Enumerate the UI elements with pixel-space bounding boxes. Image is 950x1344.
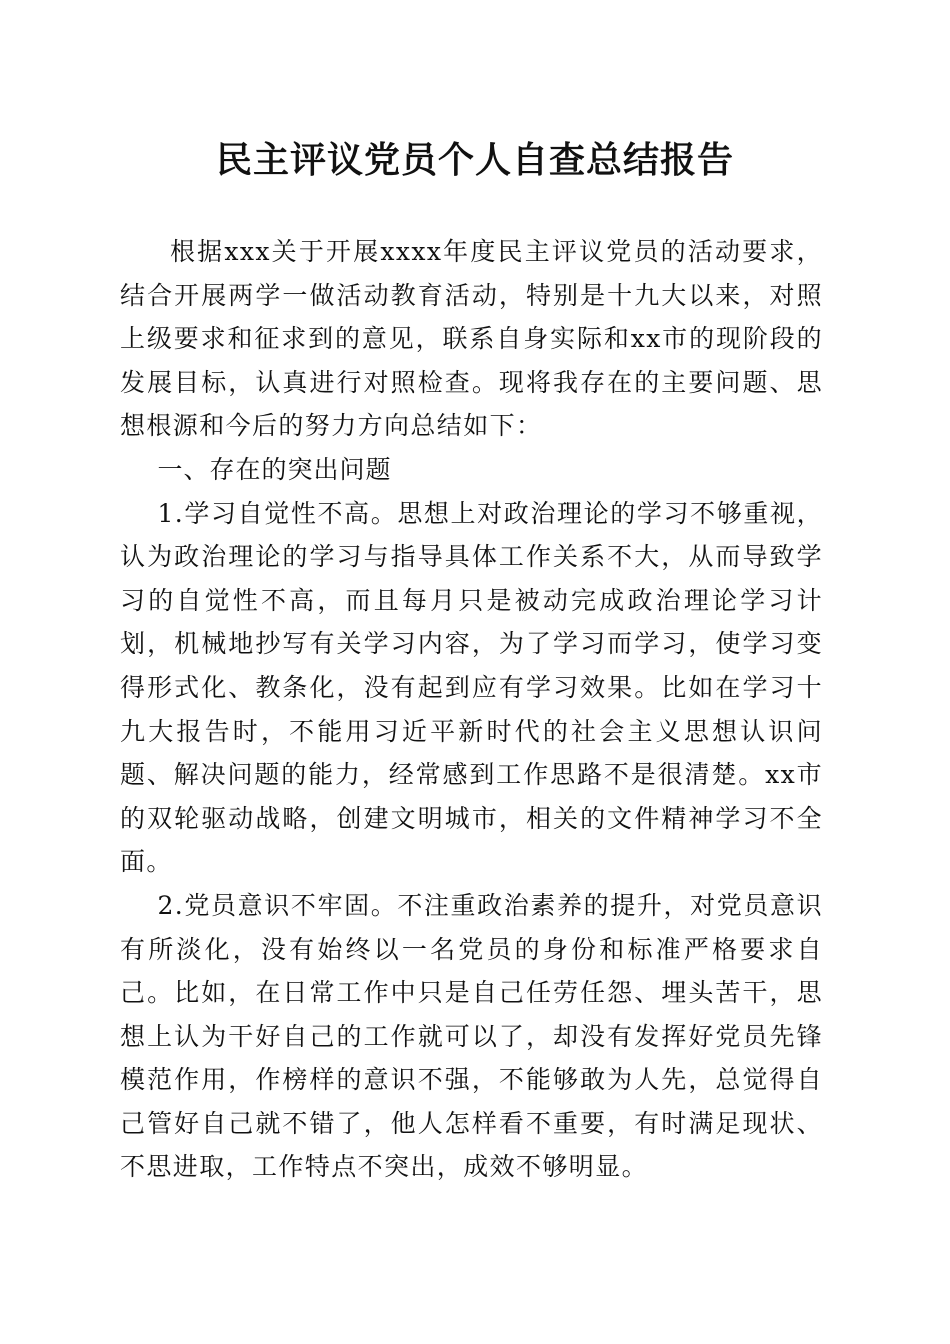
document-title: 民主评议党员个人自查总结报告: [215, 139, 734, 181]
intro-paragraph: 根据xxx关于开展xxxx年度民主评议党员的活动要求，结合开展两学一做活动教育活动，特别是十九大以来，对照上级要求和征求到的意见，联系自身实际和xx市的现阶段的发展目标，认真进行对照检查。现将我存在的主要问题、思想根源和今后的努力方向总结如下：: [120, 237, 823, 441]
problem-item-2: 2.党员意识不牢固。不注重政治素养的提升，对党员意识有所淡化，没有始终以一名党员的身份和标准严格要求自己。比如，在日常工作中只是自己任劳任怨、埋头苦干，思想上认为干好自己的工作就可以了，却没有发挥好党员先锋模范作用，作榜样的意识不强，不能够敢为人先，总觉得自己管好自己就不错了，他人怎样看不重要，有时满足现状、不思进取，工作特点不突出，成效不够明显。: [120, 890, 823, 1182]
problem-item-1: 1.学习自觉性不高。思想上对政治理论的学习不够重视，认为政治理论的学习与指导具体工作关系不大，从而导致学习的自觉性不高，而且每月只是被动完成政治理论学习计划，机械地抄写有关学习内容，为了学习而学习，使学习变得形式化、教条化，没有起到应有学习效果。比如在学习十九大报告时，不能用习近平新时代的社会主义思想认识问题、解决问题的能力，经常感到工作思路不是很清楚。xx市的双轮驱动战略，创建文明城市，相关的文件精神学习不全面。: [120, 498, 823, 877]
section-heading: 一、存在的突出问题: [157, 454, 392, 484]
document-body: [120, 230, 823, 1189]
